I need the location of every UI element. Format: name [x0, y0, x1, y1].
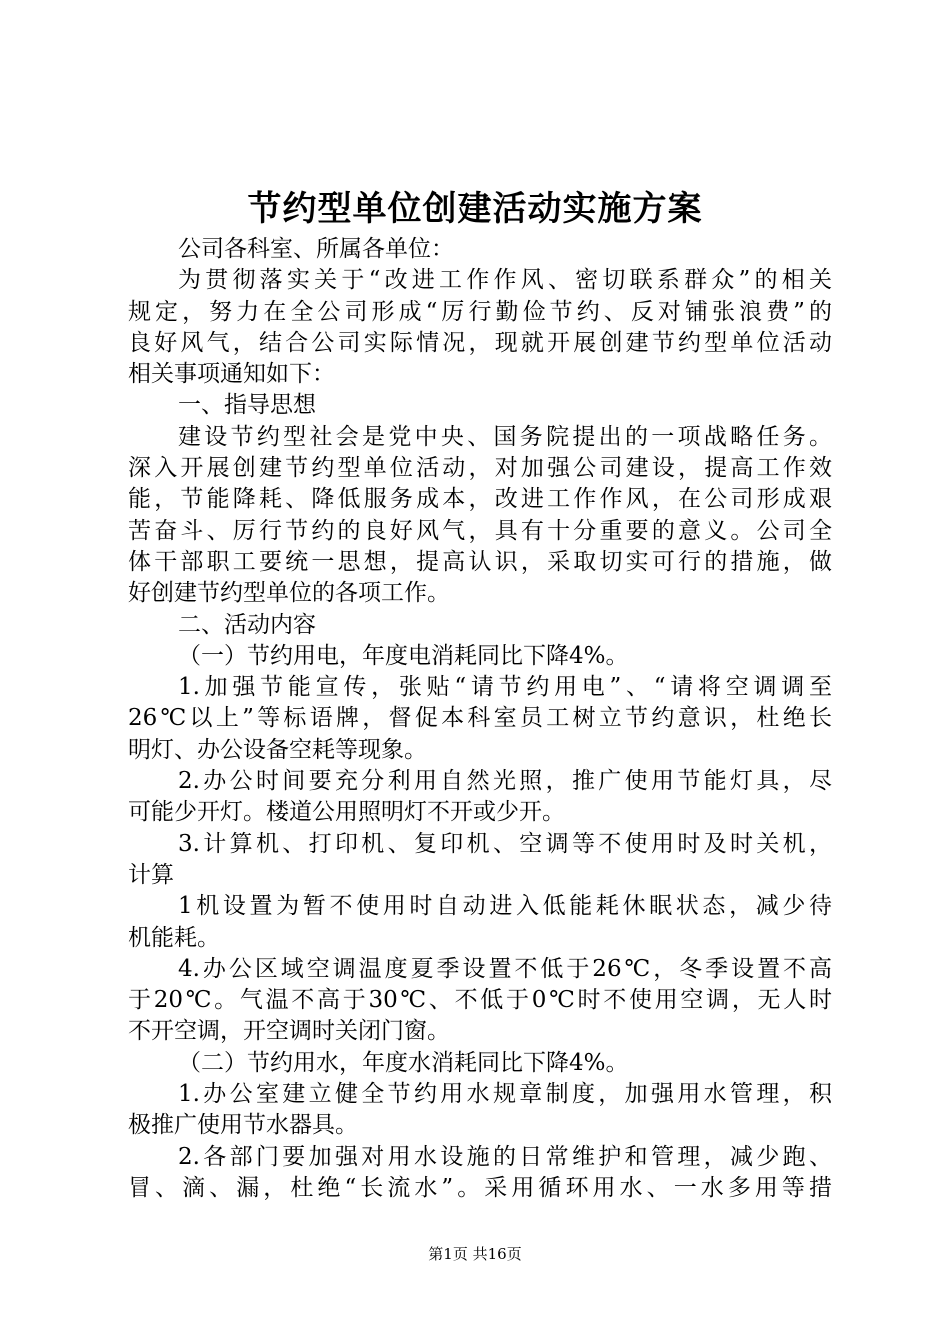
paragraph-line: 冒、滴、漏，杜绝“长流水”。采用循环用水、一水多用等措 [128, 1174, 832, 1201]
salutation-line: 公司各科室、所属各单位： [178, 236, 454, 262]
paragraph-line: 4.办公区域空调温度夏季设置不低于26℃，冬季设置不高 [178, 955, 832, 982]
paragraph-line: 26℃以上”等标语牌，督促本科室员工树立节约意识，杜绝长 [128, 705, 832, 732]
paragraph-line: 1.加强节能宣传，张贴“请节约用电”、“请将空调调至 [178, 674, 832, 701]
paragraph-line: 深入开展创建节约型单位活动，对加强公司建设，提高工作效 [128, 455, 832, 482]
page-number-footer: 第1页 共16页 [428, 1245, 522, 1263]
paragraph-line: 2.各部门要加强对用水设施的日常维护和管理，减少跑、 [178, 1143, 832, 1170]
paragraph-line: 不开空调，开空调时关闭门窗。 [128, 1018, 450, 1045]
section-heading: 一、指导思想 [178, 392, 316, 419]
paragraph-line: 机能耗。 [128, 924, 220, 951]
subsection-heading: （一）节约用电，年度电消耗同比下降4%。 [178, 642, 629, 669]
document-body [128, 234, 832, 1204]
paragraph-line: 极推广使用节水器具。 [128, 1112, 358, 1139]
paragraph-line: 1机设置为暂不使用时自动进入低能耗休眠状态，减少待 [178, 893, 832, 920]
paragraph-line: 2.办公时间要充分利用自然光照，推广使用节能灯具，尽 [178, 768, 832, 795]
paragraph-line: 于20℃。气温不高于30℃、不低于0℃时不使用空调，无人时 [128, 987, 832, 1014]
paragraph-line: 良好风气，结合公司实际情况，现就开展创建节约型单位活动 [128, 329, 832, 356]
paragraph-line: 规定，努力在全公司形成“厉行勤俭节约、反对铺张浪费”的 [128, 298, 832, 325]
paragraph-line: 可能少开灯。楼道公用照明灯不开或少开。 [128, 799, 565, 826]
paragraph-line: 3.计算机、打印机、复印机、空调等不使用时及时关机， [178, 830, 832, 857]
paragraph-line: 苦奋斗、厉行节约的良好风气，具有十分重要的意义。公司全 [128, 517, 832, 544]
subsection-heading: （二）节约用水，年度水消耗同比下降4%。 [178, 1049, 629, 1076]
paragraph-line: 相关事项通知如下： [128, 361, 335, 388]
paragraph-line: 计算 [128, 861, 174, 888]
paragraph-line: 明灯、办公设备空耗等现象。 [128, 736, 427, 763]
paragraph-line: 1.办公室建立健全节约用水规章制度，加强用水管理，积 [178, 1081, 832, 1108]
document-title: 节约型单位创建活动实施方案 [247, 189, 703, 229]
paragraph-line: 好创建节约型单位的各项工作。 [128, 580, 450, 607]
paragraph-line: 体干部职工要统一思想，提高认识，采取切实可行的措施，做 [128, 548, 832, 575]
paragraph-line: 为贯彻落实关于“改进工作作风、密切联系群众”的相关 [178, 267, 832, 294]
paragraph-line: 能，节能降耗、降低服务成本，改进工作作风，在公司形成艰 [128, 486, 832, 513]
section-heading: 二、活动内容 [178, 611, 316, 638]
paragraph-line: 建设节约型社会是党中央、国务院提出的一项战略任务。 [178, 423, 832, 450]
